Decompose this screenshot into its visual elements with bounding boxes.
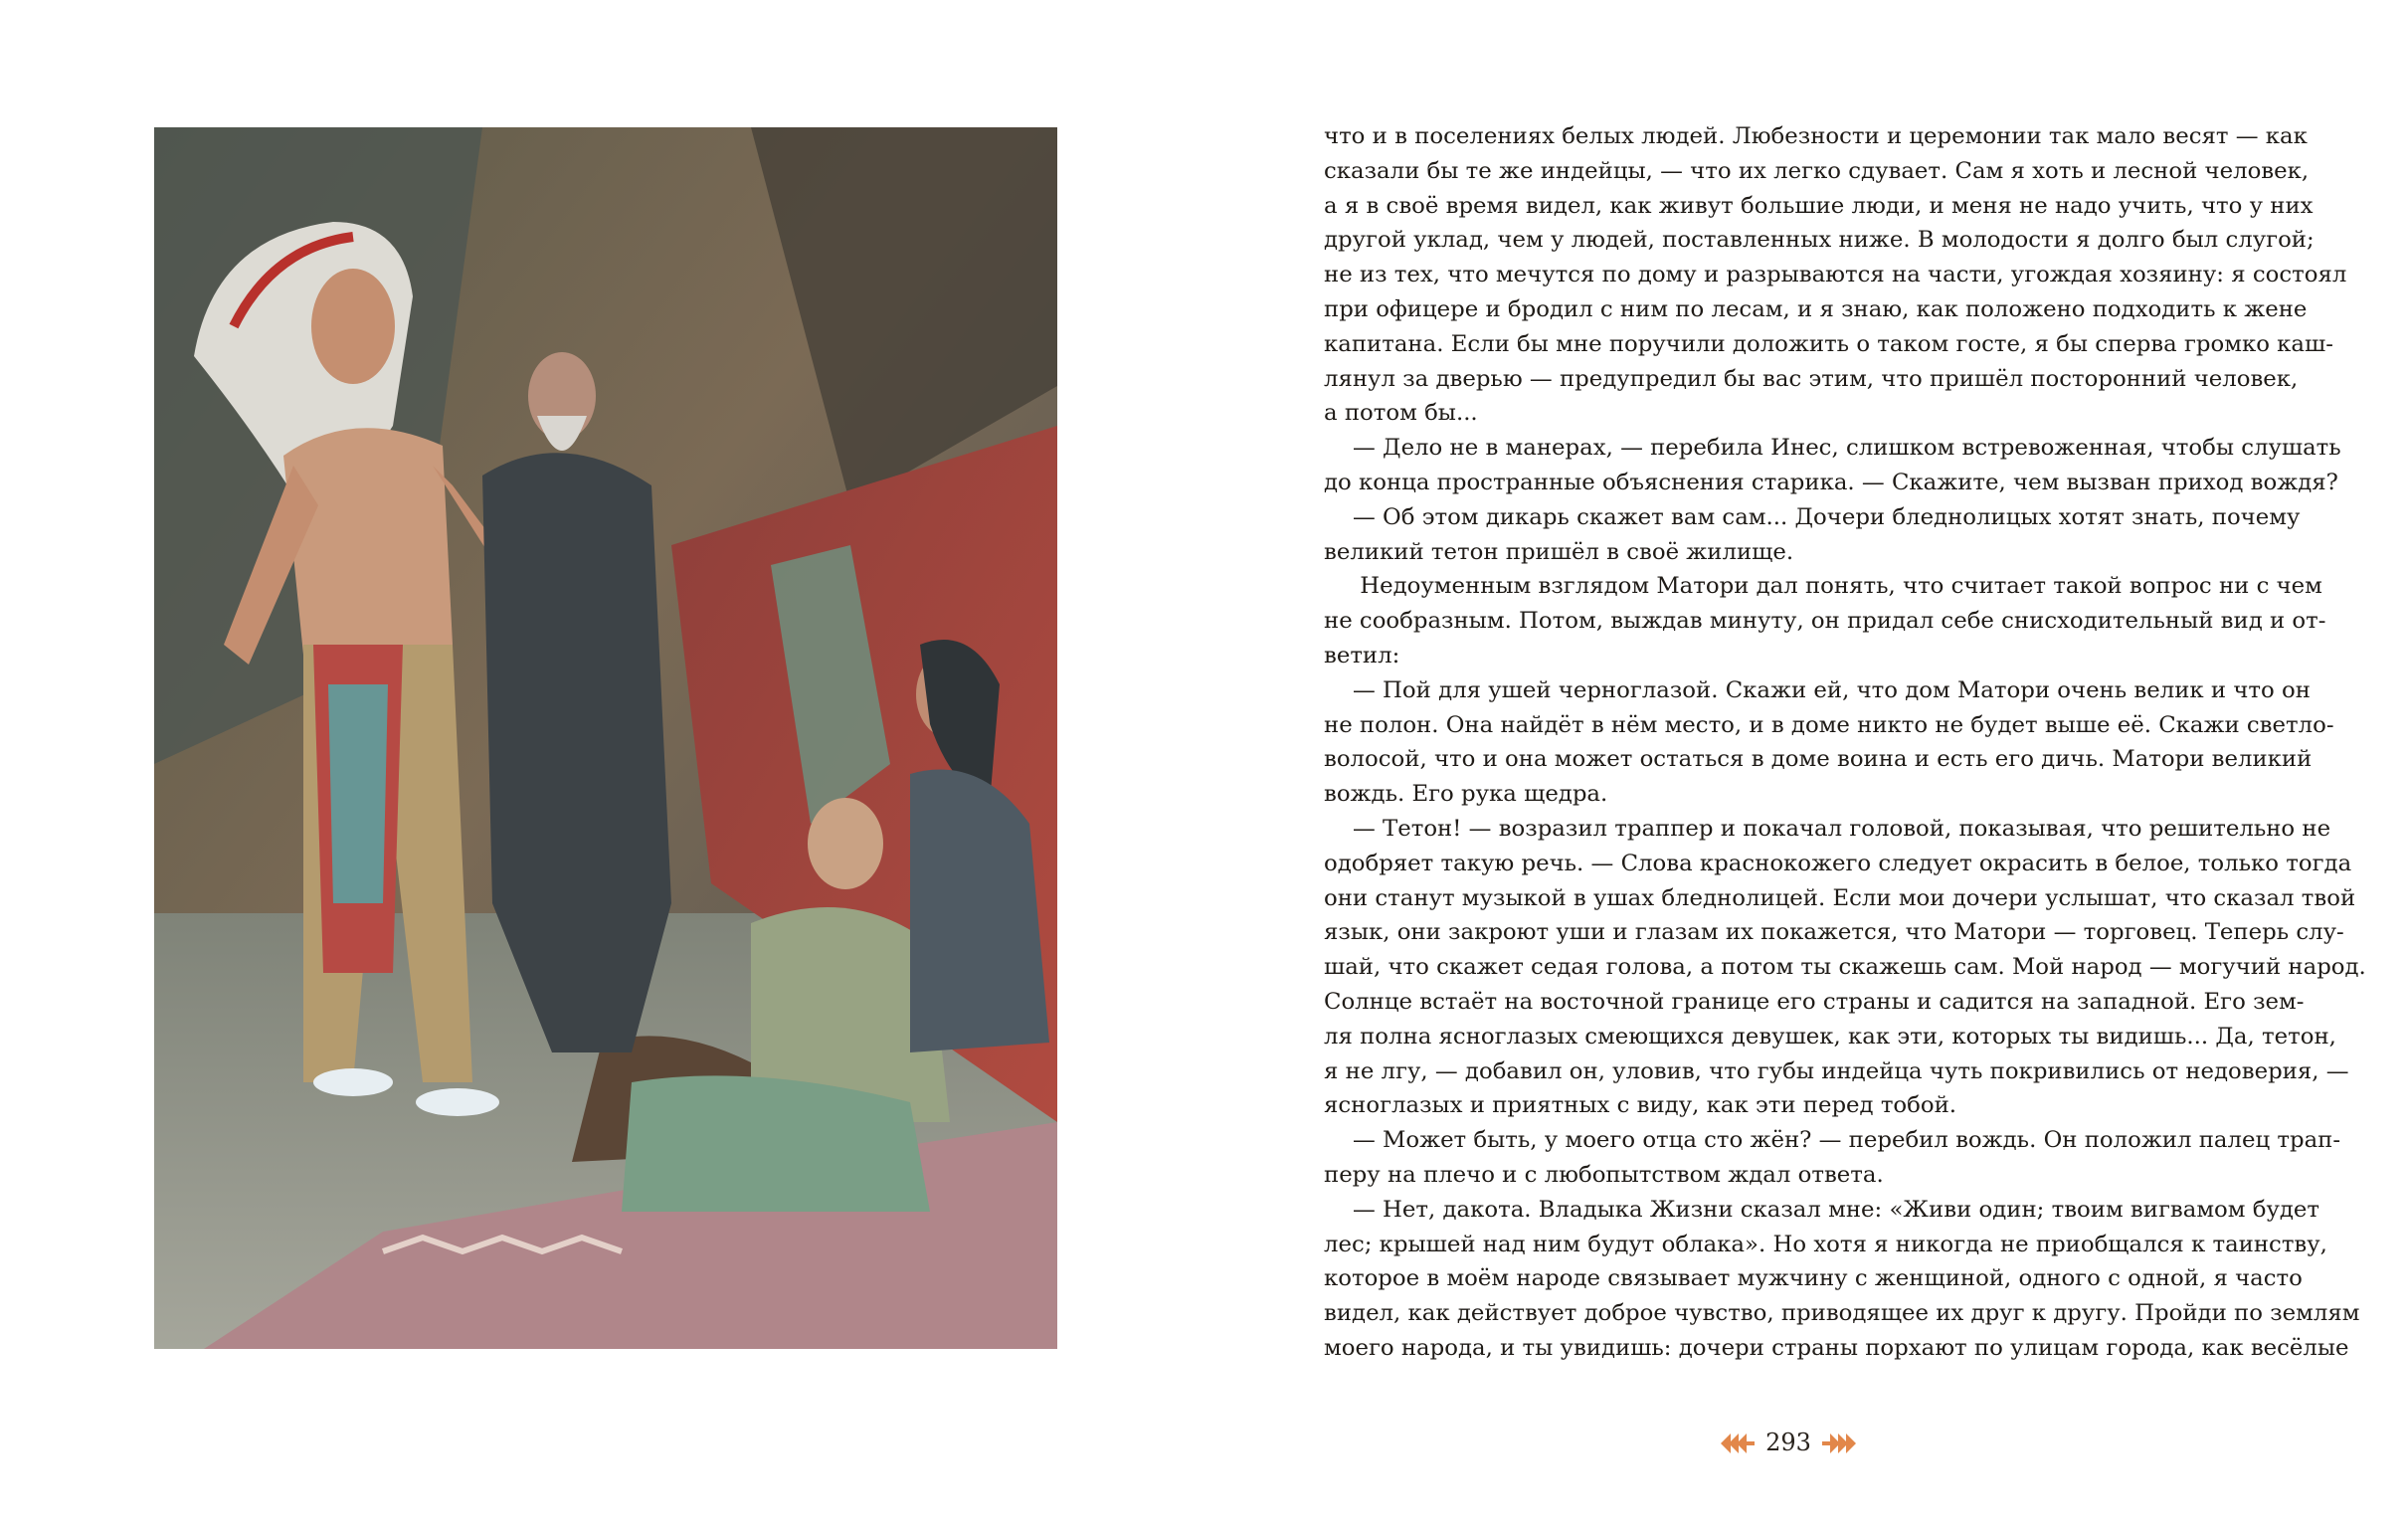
text-line: а потом бы... [1324, 400, 1478, 427]
text-line: капитана. Если бы мне поручили доложить о таком госте, я бы сперва громко каш- [1324, 330, 2333, 357]
text-line: моего народа, и ты увидишь: дочери страны порхают по улицам города, как весёлые [1324, 1334, 2349, 1361]
text-line: Недоуменным взглядом Матори дал понять, что считает такой вопрос ни с чем [1324, 573, 2322, 600]
text-line: при офицере и бродил с ним по лесам, и я знаю, как положено подходить к жене [1324, 295, 2308, 322]
text-line: — Пой для ушей черноглазой. Скажи ей, что дом Матори очень велик и что он [1324, 676, 2311, 703]
text-line: Солнце встаёт на восточной границе его страны и садится на западной. Его зем- [1324, 988, 2305, 1015]
text-line: — Об этом дикарь скажет вам сам... Дочери бледнолицых хотят знать, почему [1324, 503, 2301, 530]
right-ornament-icon [1822, 1432, 1858, 1455]
text-line: перу на плечо и с любопытством ждал ответа. [1324, 1161, 1884, 1188]
text-line: — Дело не в манерах, — перебила Инес, слишком встревоженная, чтобы слушать [1324, 435, 2341, 462]
text-line: — Может быть, у моего отца сто жён? — перебил вождь. Он положил палец трап- [1324, 1127, 2341, 1154]
text-line: ясноглазых и приятных с виду, как эти перед тобой. [1324, 1092, 1957, 1119]
text-line: волосой, что и она может остаться в доме воина и есть его дичь. Матори великий [1324, 746, 2313, 773]
text-line: не из тех, что мечутся по дому и разрываются на части, угождая хозяину: я состоял [1324, 262, 2347, 288]
text-line: — Тетон! — возразил траппер и покачал головой, показывая, что решительно не [1324, 815, 2331, 842]
book-illustration [154, 127, 1057, 1349]
breechcloth-pattern [328, 684, 388, 903]
text-line: лянул за дверью — предупредил бы вас этим, что пришёл посторонний человек, [1324, 365, 2299, 392]
body-text [1324, 119, 2366, 1366]
text-line: лес; крышей над ним будут облака». Но хотя я никогда не приобщался к таинству, [1324, 1231, 2327, 1257]
left-ornament-icon [1719, 1432, 1755, 1455]
text-line: сказали бы те же индейцы, — что их легко сдувает. Сам я хоть и лесной человек, [1324, 157, 2310, 184]
text-line: язык, они закроют уши и глазам их покажется, что Матори — торговец. Теперь слу- [1324, 919, 2344, 946]
text-line: вождь. Его рука щедра. [1324, 781, 1608, 808]
illustration-painting [154, 127, 1057, 1349]
page-footer [1719, 1423, 1858, 1462]
woman-head [808, 798, 883, 889]
text-line: великий тетон пришёл в своё жилище. [1324, 538, 1794, 565]
text-line: — Нет, дакота. Владыка Жизни сказал мне: «Живи один; твоим вигвамом будет [1324, 1196, 2320, 1223]
chief-head [311, 269, 395, 384]
text-line: они станут музыкой в ушах бледнолицей. Если мои дочери услышат, что сказал твой [1324, 884, 2356, 911]
right-moccasin [416, 1088, 499, 1116]
text-line: а я в своё время видел, как живут большие люди, и меня не надо учить, что у них [1324, 192, 2314, 219]
text-line: шай, что скажет седая голова, а потом ты скажешь сам. Мой народ — могучий народ. [1324, 954, 2366, 981]
text-line: ветил: [1324, 642, 1400, 668]
page-number: 293 [1765, 1429, 1811, 1456]
text-line: одобряет такую речь. — Слова краснокожего следует окрасить в белое, только тогда [1324, 850, 2352, 876]
chief-torso [283, 428, 453, 655]
text-line: видел, как действует доброе чувство, приводящее их друг к другу. Пройди по землям [1324, 1300, 2360, 1327]
text-line: я не лгу, — добавил он, уловив, что губы индейца чуть покривились от недоверия, — [1324, 1057, 2349, 1084]
text-line: ля полна ясноглазых смеющихся девушек, как эти, которых ты видишь... Да, тетон, [1324, 1023, 2336, 1050]
text-line: не сообразным. Потом, выждав минуту, он придал себе снисходительный вид и от- [1324, 608, 2326, 635]
text-line: не полон. Она найдёт в нём место, и в доме никто не будет выше её. Скажи светло- [1324, 711, 2334, 738]
woman-skirt [622, 1075, 930, 1212]
left-moccasin [313, 1068, 393, 1096]
text-line: до конца пространные объяснения старика. — Скажите, чем вызван приход вождя? [1324, 469, 2338, 495]
text-line: другой уклад, чем у людей, поставленных ниже. В молодости я долго был слугой; [1324, 227, 2315, 254]
text-line: которое в моём народе связывает мужчину с женщиной, одного с одной, я часто [1324, 1265, 2303, 1292]
text-line: что и в поселениях белых людей. Любезности и церемонии так мало весят — как [1324, 123, 2308, 149]
